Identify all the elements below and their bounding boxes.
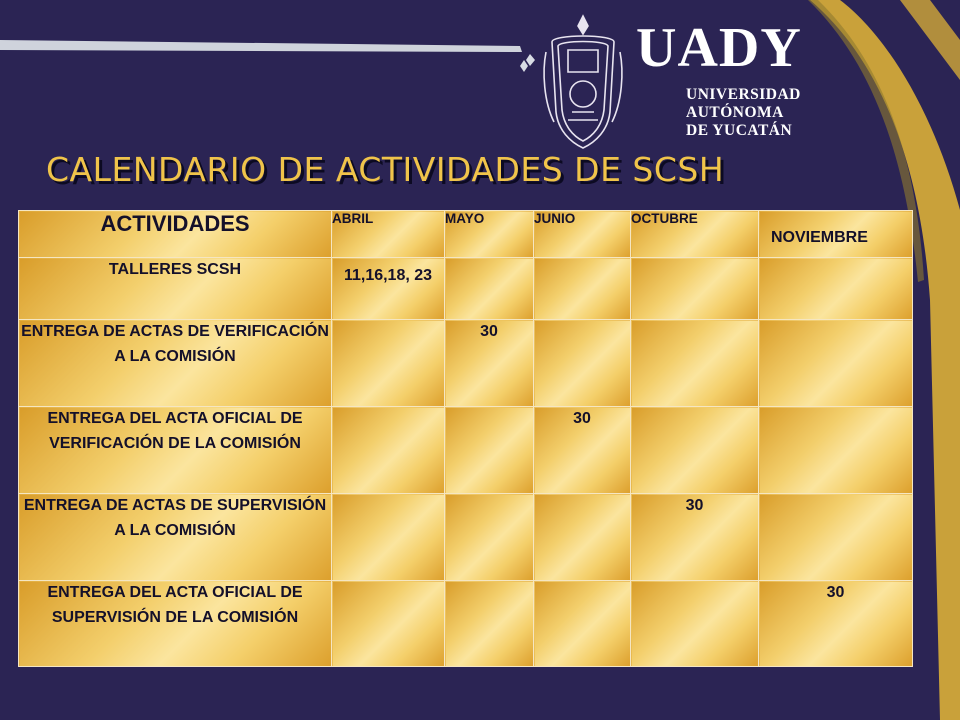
abril-cell: [332, 581, 445, 667]
activity-cell: ENTREGA DE ACTAS DE VERIFICACIÓN A LA COMISIÓN: [19, 320, 332, 407]
table-row: [19, 320, 913, 407]
header-junio: JUNIO: [534, 211, 631, 258]
abril-cell: [332, 494, 445, 581]
header-actividades: ACTIVIDADES: [19, 211, 332, 258]
header-octubre: OCTUBRE: [631, 211, 759, 258]
activity-cell: ENTREGA DE ACTAS DE SUPERVISIÓN A LA COMISIÓN: [19, 494, 332, 581]
junio-cell: [534, 494, 631, 581]
noviembre-cell: [759, 320, 913, 407]
logo-uady-text: UADY: [636, 17, 802, 79]
mayo-cell: [445, 494, 534, 581]
mayo-cell: [445, 407, 534, 494]
mayo-cell: [445, 581, 534, 667]
university-name-line-3: DE YUCATÁN: [686, 122, 793, 139]
octubre-cell: [631, 258, 759, 320]
table-row: [19, 258, 913, 320]
abril-cell: 11,16,18, 23: [332, 258, 445, 320]
table-row: [19, 494, 913, 581]
university-seal-icon: [538, 12, 628, 152]
table-row: [19, 407, 913, 494]
university-name-line-2: AUTÓNOMA: [686, 104, 784, 121]
octubre-cell: [631, 581, 759, 667]
page-title: CALENDARIO DE ACTIVIDADES DE SCSH: [46, 150, 725, 189]
header-noviembre: NOVIEMBRE: [759, 211, 913, 258]
noviembre-cell: [759, 407, 913, 494]
activity-cell: ENTREGA DEL ACTA OFICIAL DE VERIFICACIÓN DE LA COMISIÓN: [19, 407, 332, 494]
junio-cell: [534, 320, 631, 407]
university-logo: [528, 8, 808, 158]
table-header-row: [19, 211, 913, 258]
activity-cell: TALLERES SCSH: [19, 258, 332, 320]
mayo-cell: [445, 258, 534, 320]
table-row: [19, 581, 913, 667]
activities-calendar-table: [18, 210, 913, 667]
university-name-line-1: UNIVERSIDAD: [686, 86, 801, 103]
noviembre-cell: [759, 258, 913, 320]
octubre-cell: [631, 407, 759, 494]
noviembre-cell: [759, 494, 913, 581]
octubre-cell: [631, 320, 759, 407]
octubre-cell: 30: [631, 494, 759, 581]
noviembre-cell: 30: [759, 581, 913, 667]
header-abril: ABRIL: [332, 211, 445, 258]
junio-cell: [534, 258, 631, 320]
junio-cell: 30: [534, 407, 631, 494]
mayo-cell: 30: [445, 320, 534, 407]
abril-cell: [332, 320, 445, 407]
abril-cell: [332, 407, 445, 494]
junio-cell: [534, 581, 631, 667]
activity-cell: ENTREGA DEL ACTA OFICIAL DE SUPERVISIÓN DE LA COMISIÓN: [19, 581, 332, 667]
header-mayo: MAYO: [445, 211, 534, 258]
